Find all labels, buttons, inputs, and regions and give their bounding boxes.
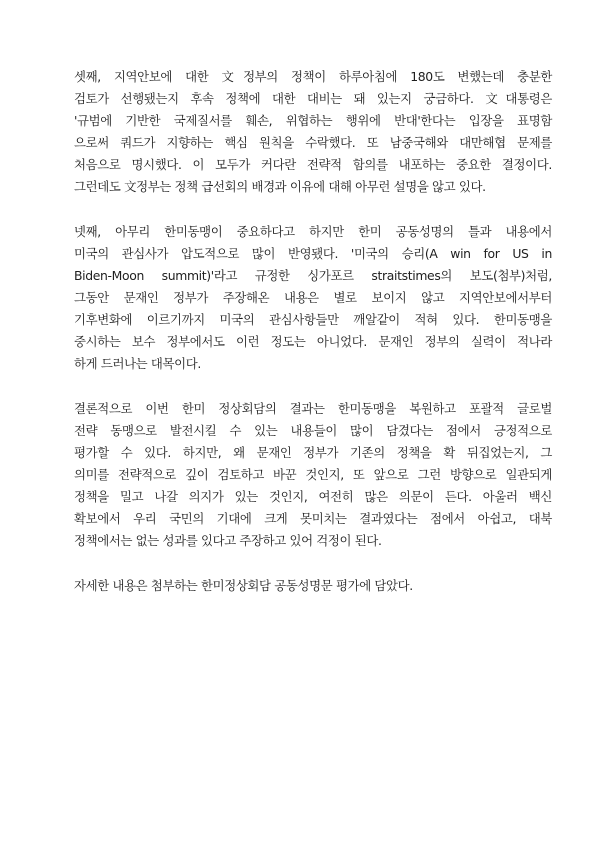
text-line: 기후변화에 이르기까지 미국의 관심사항들만 깨알같이 적혀 있다. 한미동맹을 — [74, 312, 552, 327]
text-line: 처음으로 명시했다. 이 모두가 커다란 전략적 함의를 내포하는 중요한 결정이다. — [74, 157, 552, 172]
document-body — [74, 66, 552, 620]
text-line: 정책에서는 없는 성과를 있다고 주장하고 있어 걱정이 된다. — [74, 533, 382, 548]
paragraph-conclusion — [74, 398, 552, 552]
text-line: 셋째, 지역안보에 대한 文정부의 정책이 하루아침에 180도 변했는데 충분한 — [74, 69, 552, 84]
text-line: 하게 드러나는 대목이다. — [74, 356, 201, 371]
text-line: 으로써 쿼드가 지향하는 핵심 원칙을 수락했다. 또 남중국해와 대만해협 문제를 — [74, 135, 552, 150]
paragraph-third-point — [74, 66, 552, 198]
text-line: 중시하는 보수 정부에서도 이런 정도는 아니었다. 문재인 정부의 실력이 적나라 — [74, 334, 552, 349]
text-line: 검토가 선행됐는지 후속 정책에 대한 대비는 돼 있는지 궁금하다. 文대통령은 — [74, 91, 552, 106]
text-line: 의미를 전략적으로 깊이 검토하고 바꾼 것인지, 또 앞으로 그런 방향으로 일관되게 — [74, 467, 552, 482]
text-line: 전략 동맹으로 발전시킬 수 있는 내용들이 많이 담겼다는 점에서 긍정적으로 — [74, 423, 552, 438]
paragraph-details-note — [74, 575, 552, 597]
text-line: 그런데도 文정부는 정책 급선회의 배경과 이유에 대해 아무런 설명을 않고 있다. — [74, 179, 486, 194]
text-line: 정책을 밀고 나갈 의지가 있는 것인지, 여전히 많은 의문이 든다. 아울러 백신 — [74, 489, 552, 504]
text-line: 결론적으로 이번 한미 정상회담의 결과는 한미동맹을 복원하고 포괄적 글로벌 — [74, 401, 552, 416]
text-line: 넷째, 아무리 한미동맹이 중요하다고 하지만 한미 공동성명의 틀과 내용에서 — [74, 224, 552, 239]
text-line: 평가할 수 있다. 하지만, 왜 문재인 정부가 기존의 정책을 확 뒤집었는지, 그 — [74, 445, 552, 460]
text-line: Biden-Moon summit)'라고 규정한 싱가포르 straitstimes의 보도(첨부)처럼, — [74, 268, 552, 283]
text-line: '규범에 기반한 국제질서를 훼손, 위협하는 행위에 반대'한다는 입장을 표명함 — [74, 113, 552, 128]
paragraph-fourth-point — [74, 221, 552, 375]
text-line: 확보에서 우리 국민의 기대에 크게 못미치는 결과였다는 점에서 아쉽고, 대북 — [74, 511, 552, 526]
text-line: 미국의 관심사가 압도적으로 많이 반영됐다. '미국의 승리(A win for US in — [74, 246, 552, 261]
text-line: 자세한 내용은 첨부하는 한미정상회담 공동성명문 평가에 담았다. — [74, 578, 413, 593]
text-line: 그동안 문재인 정부가 주장해온 내용은 별로 보이지 않고 지역안보에서부터 — [74, 290, 552, 305]
